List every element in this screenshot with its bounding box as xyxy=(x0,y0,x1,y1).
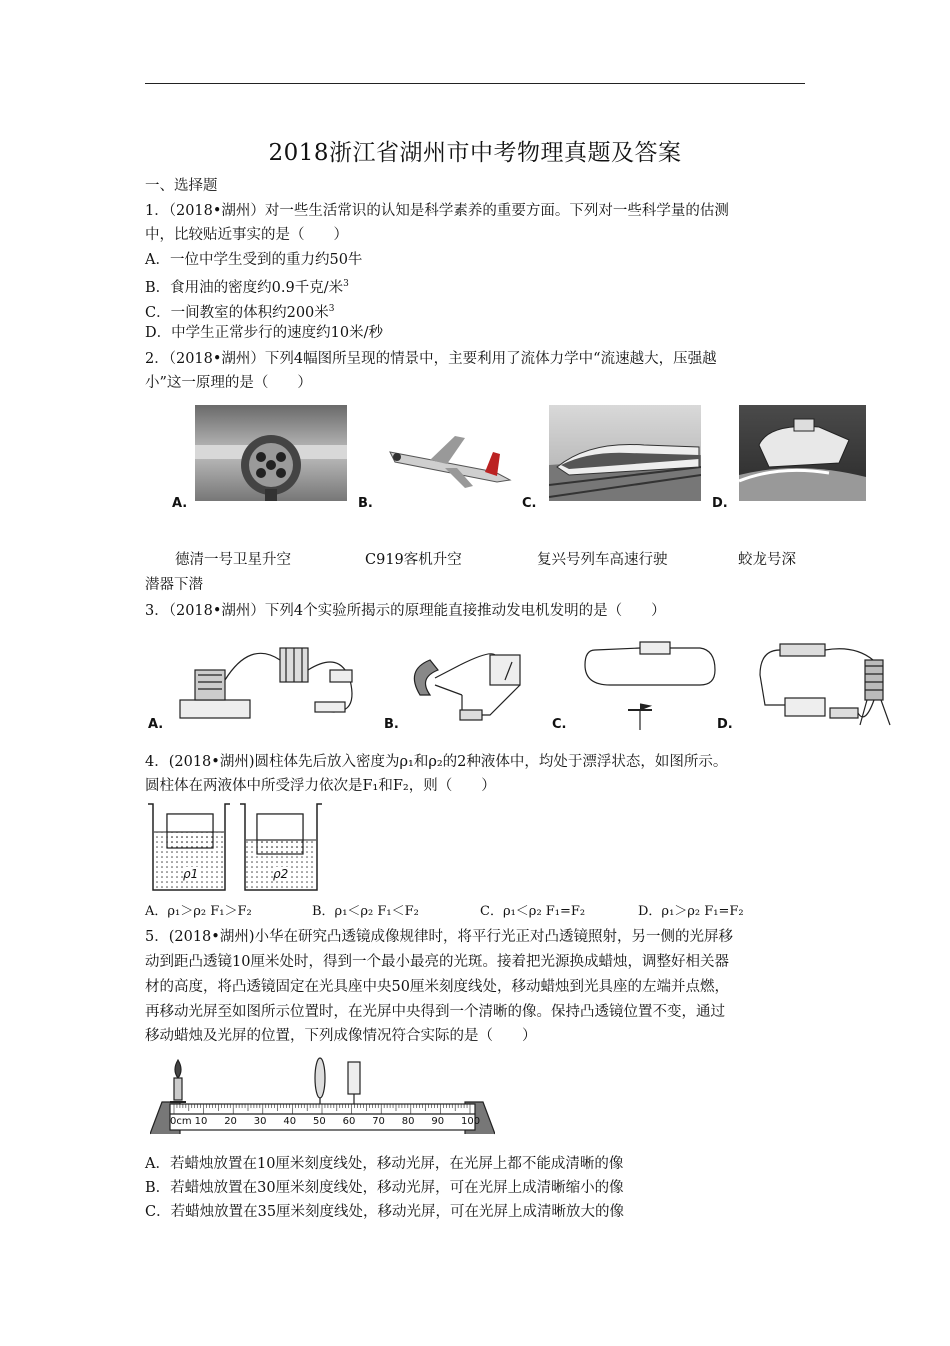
q2-caption-c: 复兴号列车高速行驶 xyxy=(537,552,668,568)
q3-figure-d xyxy=(717,630,905,735)
q3-label-b: B. xyxy=(384,717,399,732)
scale-label: 80 xyxy=(401,1116,415,1127)
q4-option-b: B．ρ₁＜ρ₂ F₁＜F₂ xyxy=(312,904,419,919)
scale-label: 30 xyxy=(253,1116,267,1127)
q2-stem-line1: 2．（2018•湖州）下列4幅图所呈现的情景中，主要利用了流体力学中“流速越大，压强越 xyxy=(145,351,717,367)
q5-line2: 动到距凸透镜10厘米处时，得到一个最小最亮的光斑。接着把光源换成蜡烛，调整好相关器 xyxy=(145,954,729,970)
q3-stem: 3．（2018•湖州）下列4个实验所揭示的原理能直接推动发电机发明的是（ ） xyxy=(145,603,666,619)
q3-figure-a xyxy=(148,630,370,740)
q5-line5: 移动蜡烛及光屏的位置，下列成像情况符合实际的是（ ） xyxy=(145,1028,537,1044)
q4-option-c: C．ρ₁＜ρ₂ F₁=F₂ xyxy=(480,904,586,919)
scale-label: 60 xyxy=(342,1116,356,1127)
q2-label-d: D. xyxy=(712,496,728,511)
q1-option-b: B．食用油的密度约0.9千克/米$^3$ xyxy=(145,279,349,296)
q5-optical-bench-figure xyxy=(150,1052,495,1142)
q2-label-c: C. xyxy=(522,496,537,511)
q3-figure-c xyxy=(552,630,720,735)
q2-photo-satellite xyxy=(195,405,347,501)
scale-label: 50 xyxy=(313,1116,326,1127)
page-title: 2018浙江省湖州市中考物理真题及答案 xyxy=(268,140,682,166)
scale-label: 0cm xyxy=(170,1116,192,1127)
scale-label: 90 xyxy=(431,1116,445,1127)
section-heading: 一、选择题 xyxy=(145,178,218,194)
scale-label: 10 xyxy=(194,1116,208,1127)
q2-stem-line2: 小”这一原理的是（ ） xyxy=(145,375,312,391)
q4-stem-line2: 圆柱体在两液体中所受浮力依次是F₁和F₂，则（ ） xyxy=(145,778,496,794)
q4-label-rho2: ρ2 xyxy=(273,867,289,881)
q5-line3: 材的高度，将凸透镜固定在光具座中央50厘米刻度线处，移动蜡烛到光具座的左端并点燃， xyxy=(145,979,729,995)
scale-label: 70 xyxy=(372,1116,385,1127)
q2-photo-submersible xyxy=(739,405,866,501)
q5-option-b: B．若蜡烛放置在30厘米刻度线处，移动光屏，可在光屏上成清晰缩小的像 xyxy=(145,1180,624,1196)
q4-option-a: A．ρ₁＞ρ₂ F₁＞F₂ xyxy=(145,904,252,919)
q3-label-a: A. xyxy=(148,717,164,732)
q1-option-d: D．中学生正常步行的速度约10米/秒 xyxy=(145,325,383,341)
q1-option-a: A．一位中学生受到的重力约50牛 xyxy=(145,252,363,268)
q5-option-a: A．若蜡烛放置在10厘米刻度线处，移动光屏，在光屏上都不能成清晰的像 xyxy=(145,1156,624,1172)
q2-label-b: B. xyxy=(358,496,373,511)
q3-figure-b xyxy=(384,640,540,735)
q2-caption-a: 德清一号卫星升空 xyxy=(175,552,291,568)
q2-label-a: A. xyxy=(172,496,188,511)
q1-option-c: C．一间教室的体积约200米$^3$ xyxy=(145,304,335,321)
q3-label-d: D. xyxy=(717,717,733,732)
q4-label-rho1: ρ1 xyxy=(183,867,199,881)
header-rule xyxy=(145,83,805,84)
q1-stem-line1: 1．（2018•湖州）对一些生活常识的认知是科学素养的重要方面。下列对一些科学量的估测 xyxy=(145,203,729,219)
q4-beakers-figure xyxy=(145,800,335,895)
q4-option-d: D．ρ₁＞ρ₂ F₁=F₂ xyxy=(638,904,744,919)
q5-line4: 再移动光屏至如图所示位置时，在光屏中央得到一个清晰的像。保持凸透镜位置不变，通过 xyxy=(145,1004,725,1020)
scale-label: 20 xyxy=(224,1116,237,1127)
scale-label: 100 xyxy=(461,1116,481,1127)
q1-stem-line2: 中，比较贴近事实的是（ ） xyxy=(145,227,348,243)
q3-label-c: C. xyxy=(552,717,567,732)
q2-photo-airliner xyxy=(385,430,515,490)
q5-option-c: C．若蜡烛放置在35厘米刻度线处，移动光屏，可在光屏上成清晰放大的像 xyxy=(145,1204,625,1220)
q2-caption-d-tail: 潜器下潜 xyxy=(145,577,203,593)
q5-line1: 5．(2018•湖州)小华在研究凸透镜成像规律时，将平行光正对凸透镜照射，另一侧的光屏移 xyxy=(145,929,733,945)
scale-label: 40 xyxy=(283,1116,297,1127)
q2-caption-b: C919客机升空 xyxy=(365,552,462,568)
q4-stem-line1: 4．(2018•湖州)圆柱体先后放入密度为ρ₁和ρ₂的2种液体中，均处于漂浮状态，如图所示。 xyxy=(145,754,728,770)
q2-photo-train xyxy=(549,405,701,501)
q2-caption-d: 蛟龙号深 xyxy=(738,552,796,568)
